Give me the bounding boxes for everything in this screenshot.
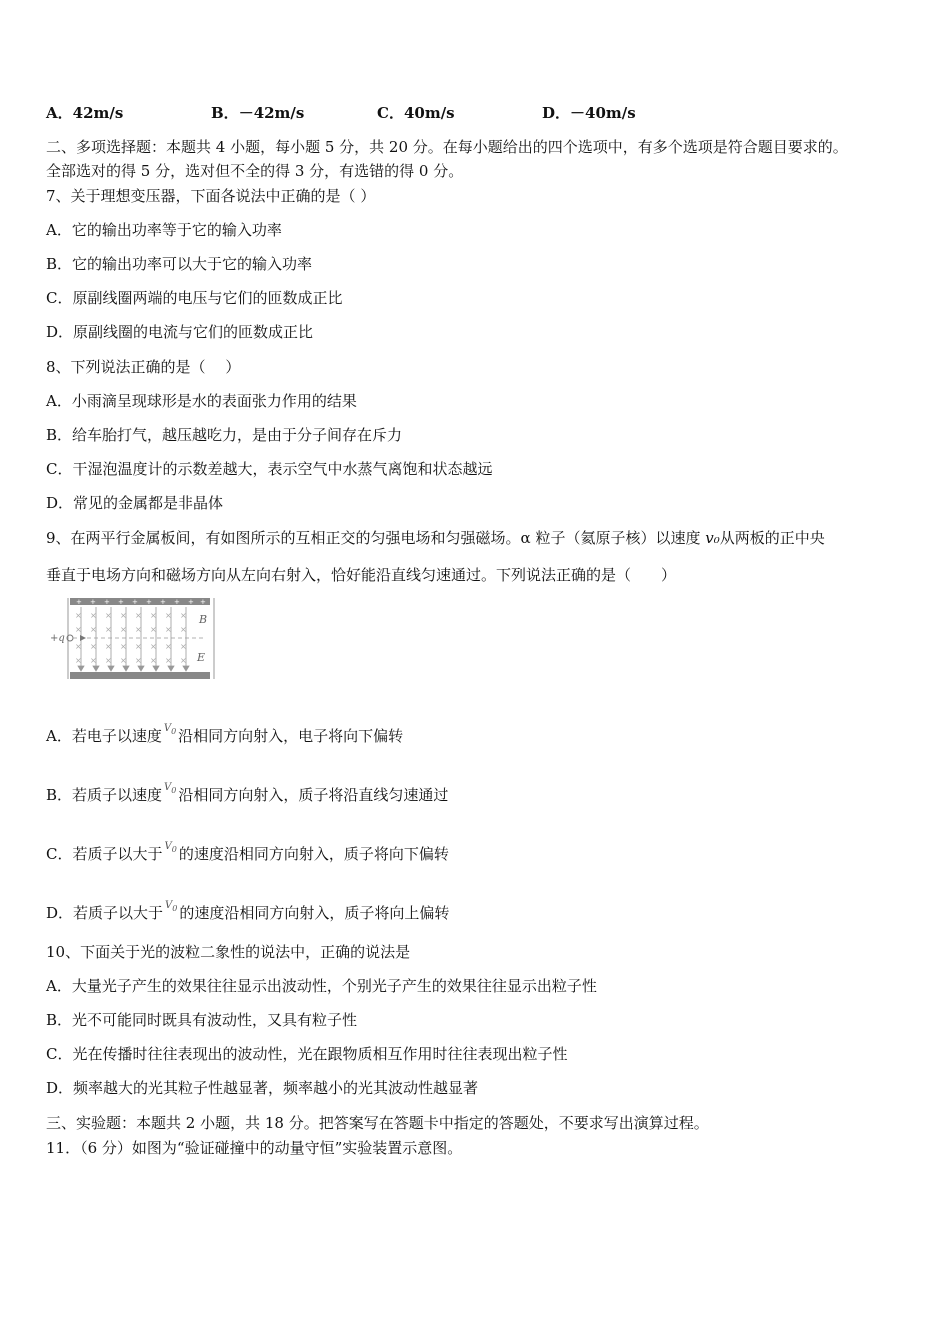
q9-option-a: A．若电子以速度 $^{V_0}$ 沿相同方向射入，电子将向下偏转 bbox=[46, 723, 404, 745]
q9-option-c: C．若质子以大于 $^{V_0}$ 的速度沿相同方向射入，质子将向下偏转 bbox=[46, 841, 449, 863]
section2-header-line1: 二、多项选择题：本题共 4 小题，每小题 5 分，共 20 分。在每小题给出的四个选项中，有多个选项是符合题目要求的。 bbox=[46, 138, 848, 156]
svg-text:×: × bbox=[165, 611, 172, 620]
svg-text:×: × bbox=[135, 611, 142, 620]
bottom-plate bbox=[70, 672, 210, 679]
top-plate bbox=[70, 598, 210, 606]
svg-text:×: × bbox=[120, 656, 127, 665]
svg-text:+: + bbox=[200, 598, 206, 606]
svg-text:×: × bbox=[135, 625, 142, 634]
svg-text:+: + bbox=[76, 598, 82, 606]
q7-stem: 7、关于理想变压器，下面各说法中正确的是（ ） bbox=[46, 187, 376, 205]
q6-options bbox=[46, 102, 746, 122]
q9-stem-line2: 垂直于电场方向和磁场方向从左向右射入，恰好能沿直线匀速通过。下列说法正确的是（ ） bbox=[46, 566, 677, 584]
v0-symbol: v₀ bbox=[705, 529, 720, 547]
svg-text:×: × bbox=[180, 611, 187, 620]
q8-stem: 8、下列说法正确的是（ ） bbox=[46, 358, 241, 376]
svg-text:×: × bbox=[90, 642, 97, 651]
q6-option-c: C．40m/s bbox=[377, 104, 455, 122]
svg-text:×: × bbox=[135, 642, 142, 651]
q7-option-d: D．原副线圈的电流与它们的匝数成正比 bbox=[46, 323, 314, 341]
svg-text:×: × bbox=[120, 642, 127, 651]
q10-option-c: C．光在传播时往往表现出的波动性，光在跟物质相互作用时往往表现出粒子性 bbox=[46, 1045, 568, 1063]
q6-option-d: D．－40m/s bbox=[542, 104, 636, 122]
q10-option-b: B．光不可能同时既具有波动性，又具有粒子性 bbox=[46, 1011, 358, 1029]
svg-text:+: + bbox=[160, 598, 166, 606]
label-b: B bbox=[199, 613, 208, 626]
q9-option-b: B．若质子以速度 $^{V_0}$ 沿相同方向射入，质子将沿直线匀速通过 bbox=[46, 782, 449, 804]
q10-option-d: D．频率越大的光其粒子性越显著，频率越小的光其波动性越显著 bbox=[46, 1079, 479, 1097]
svg-text:×: × bbox=[165, 625, 172, 634]
svg-text:×: × bbox=[150, 625, 157, 634]
q6-option-a: A．42m/s bbox=[46, 104, 124, 122]
svg-text:×: × bbox=[180, 625, 187, 634]
q10-stem: 10、下面关于光的波粒二象性的说法中，正确的说法是 bbox=[46, 943, 411, 961]
field-diagram bbox=[46, 596, 221, 686]
q7-option-a: A．它的输出功率等于它的输入功率 bbox=[46, 221, 282, 239]
v0-symbol: V0 bbox=[163, 723, 177, 736]
svg-text:+: + bbox=[174, 598, 180, 606]
svg-text:×: × bbox=[90, 656, 97, 665]
svg-text:+: + bbox=[118, 598, 124, 606]
svg-text:×: × bbox=[180, 656, 187, 665]
svg-text:×: × bbox=[105, 642, 112, 651]
v0-symbol: V0 bbox=[164, 841, 177, 854]
svg-text:×: × bbox=[150, 656, 157, 665]
svg-text:×: × bbox=[75, 656, 82, 665]
q8-option-c: C．干湿泡温度计的示数差越大，表示空气中水蒸气离饱和状态越远 bbox=[46, 460, 493, 478]
q9-option-d: D．若质子以大于 $^{V_0}$ 的速度沿相同方向射入，质子将向上偏转 bbox=[46, 900, 450, 922]
svg-text:×: × bbox=[150, 611, 157, 620]
q9-stem-line1: 9、在两平行金属板间，有如图所示的互相正交的匀强电场和匀强磁场。α 粒子（氦原子核）以速度 v₀从两板的正中央 bbox=[46, 529, 825, 547]
svg-text:×: × bbox=[150, 642, 157, 651]
q8-option-d: D．常见的金属都是非晶体 bbox=[46, 494, 224, 512]
q6-option-b: B．－42m/s bbox=[211, 104, 305, 122]
section2-header-line2: 全部选对的得 5 分，选对但不全的得 3 分，有选错的得 0 分。 bbox=[46, 162, 464, 180]
svg-text:×: × bbox=[105, 611, 112, 620]
label-e: E bbox=[197, 651, 206, 664]
svg-text:×: × bbox=[90, 625, 97, 634]
svg-text:+: + bbox=[132, 598, 138, 606]
svg-text:×: × bbox=[75, 625, 82, 634]
section3-header: 三、实验题：本题共 2 小题，共 18 分。把答案写在答题卡中指定的答题处，不要求写出演算过程。 bbox=[46, 1114, 709, 1132]
q8-option-b: B．给车胎打气，越压越吃力，是由于分子间存在斥力 bbox=[46, 426, 403, 444]
svg-text:×: × bbox=[120, 625, 127, 634]
svg-text:×: × bbox=[75, 642, 82, 651]
svg-text:×: × bbox=[120, 611, 127, 620]
v0-symbol: V0 bbox=[164, 782, 177, 795]
svg-text:+: + bbox=[146, 598, 152, 606]
q11-stem: 11．（6 分）如图为“验证碰撞中的动量守恒”实验装置示意图。 bbox=[46, 1139, 463, 1157]
svg-text:×: × bbox=[105, 625, 112, 634]
q8-option-a: A．小雨滴呈现球形是水的表面张力作用的结果 bbox=[46, 392, 357, 410]
svg-text:×: × bbox=[165, 642, 172, 651]
svg-text:×: × bbox=[105, 656, 112, 665]
svg-text:×: × bbox=[180, 642, 187, 651]
svg-text:×: × bbox=[90, 611, 97, 620]
svg-text:+: + bbox=[188, 598, 194, 606]
label-q: +q bbox=[50, 633, 65, 644]
svg-text:+: + bbox=[104, 598, 110, 606]
svg-text:+: + bbox=[90, 598, 96, 606]
q7-option-b: B．它的输出功率可以大于它的输入功率 bbox=[46, 255, 313, 273]
svg-text:×: × bbox=[75, 611, 82, 620]
particle-path bbox=[67, 635, 206, 641]
v0-symbol: V0 bbox=[165, 900, 178, 913]
svg-text:×: × bbox=[165, 656, 172, 665]
q10-option-a: A．大量光子产生的效果往往显示出波动性，个别光子产生的效果往往显示出粒子性 bbox=[46, 977, 597, 995]
svg-text:×: × bbox=[135, 656, 142, 665]
q7-option-c: C．原副线圈两端的电压与它们的匝数成正比 bbox=[46, 289, 343, 307]
